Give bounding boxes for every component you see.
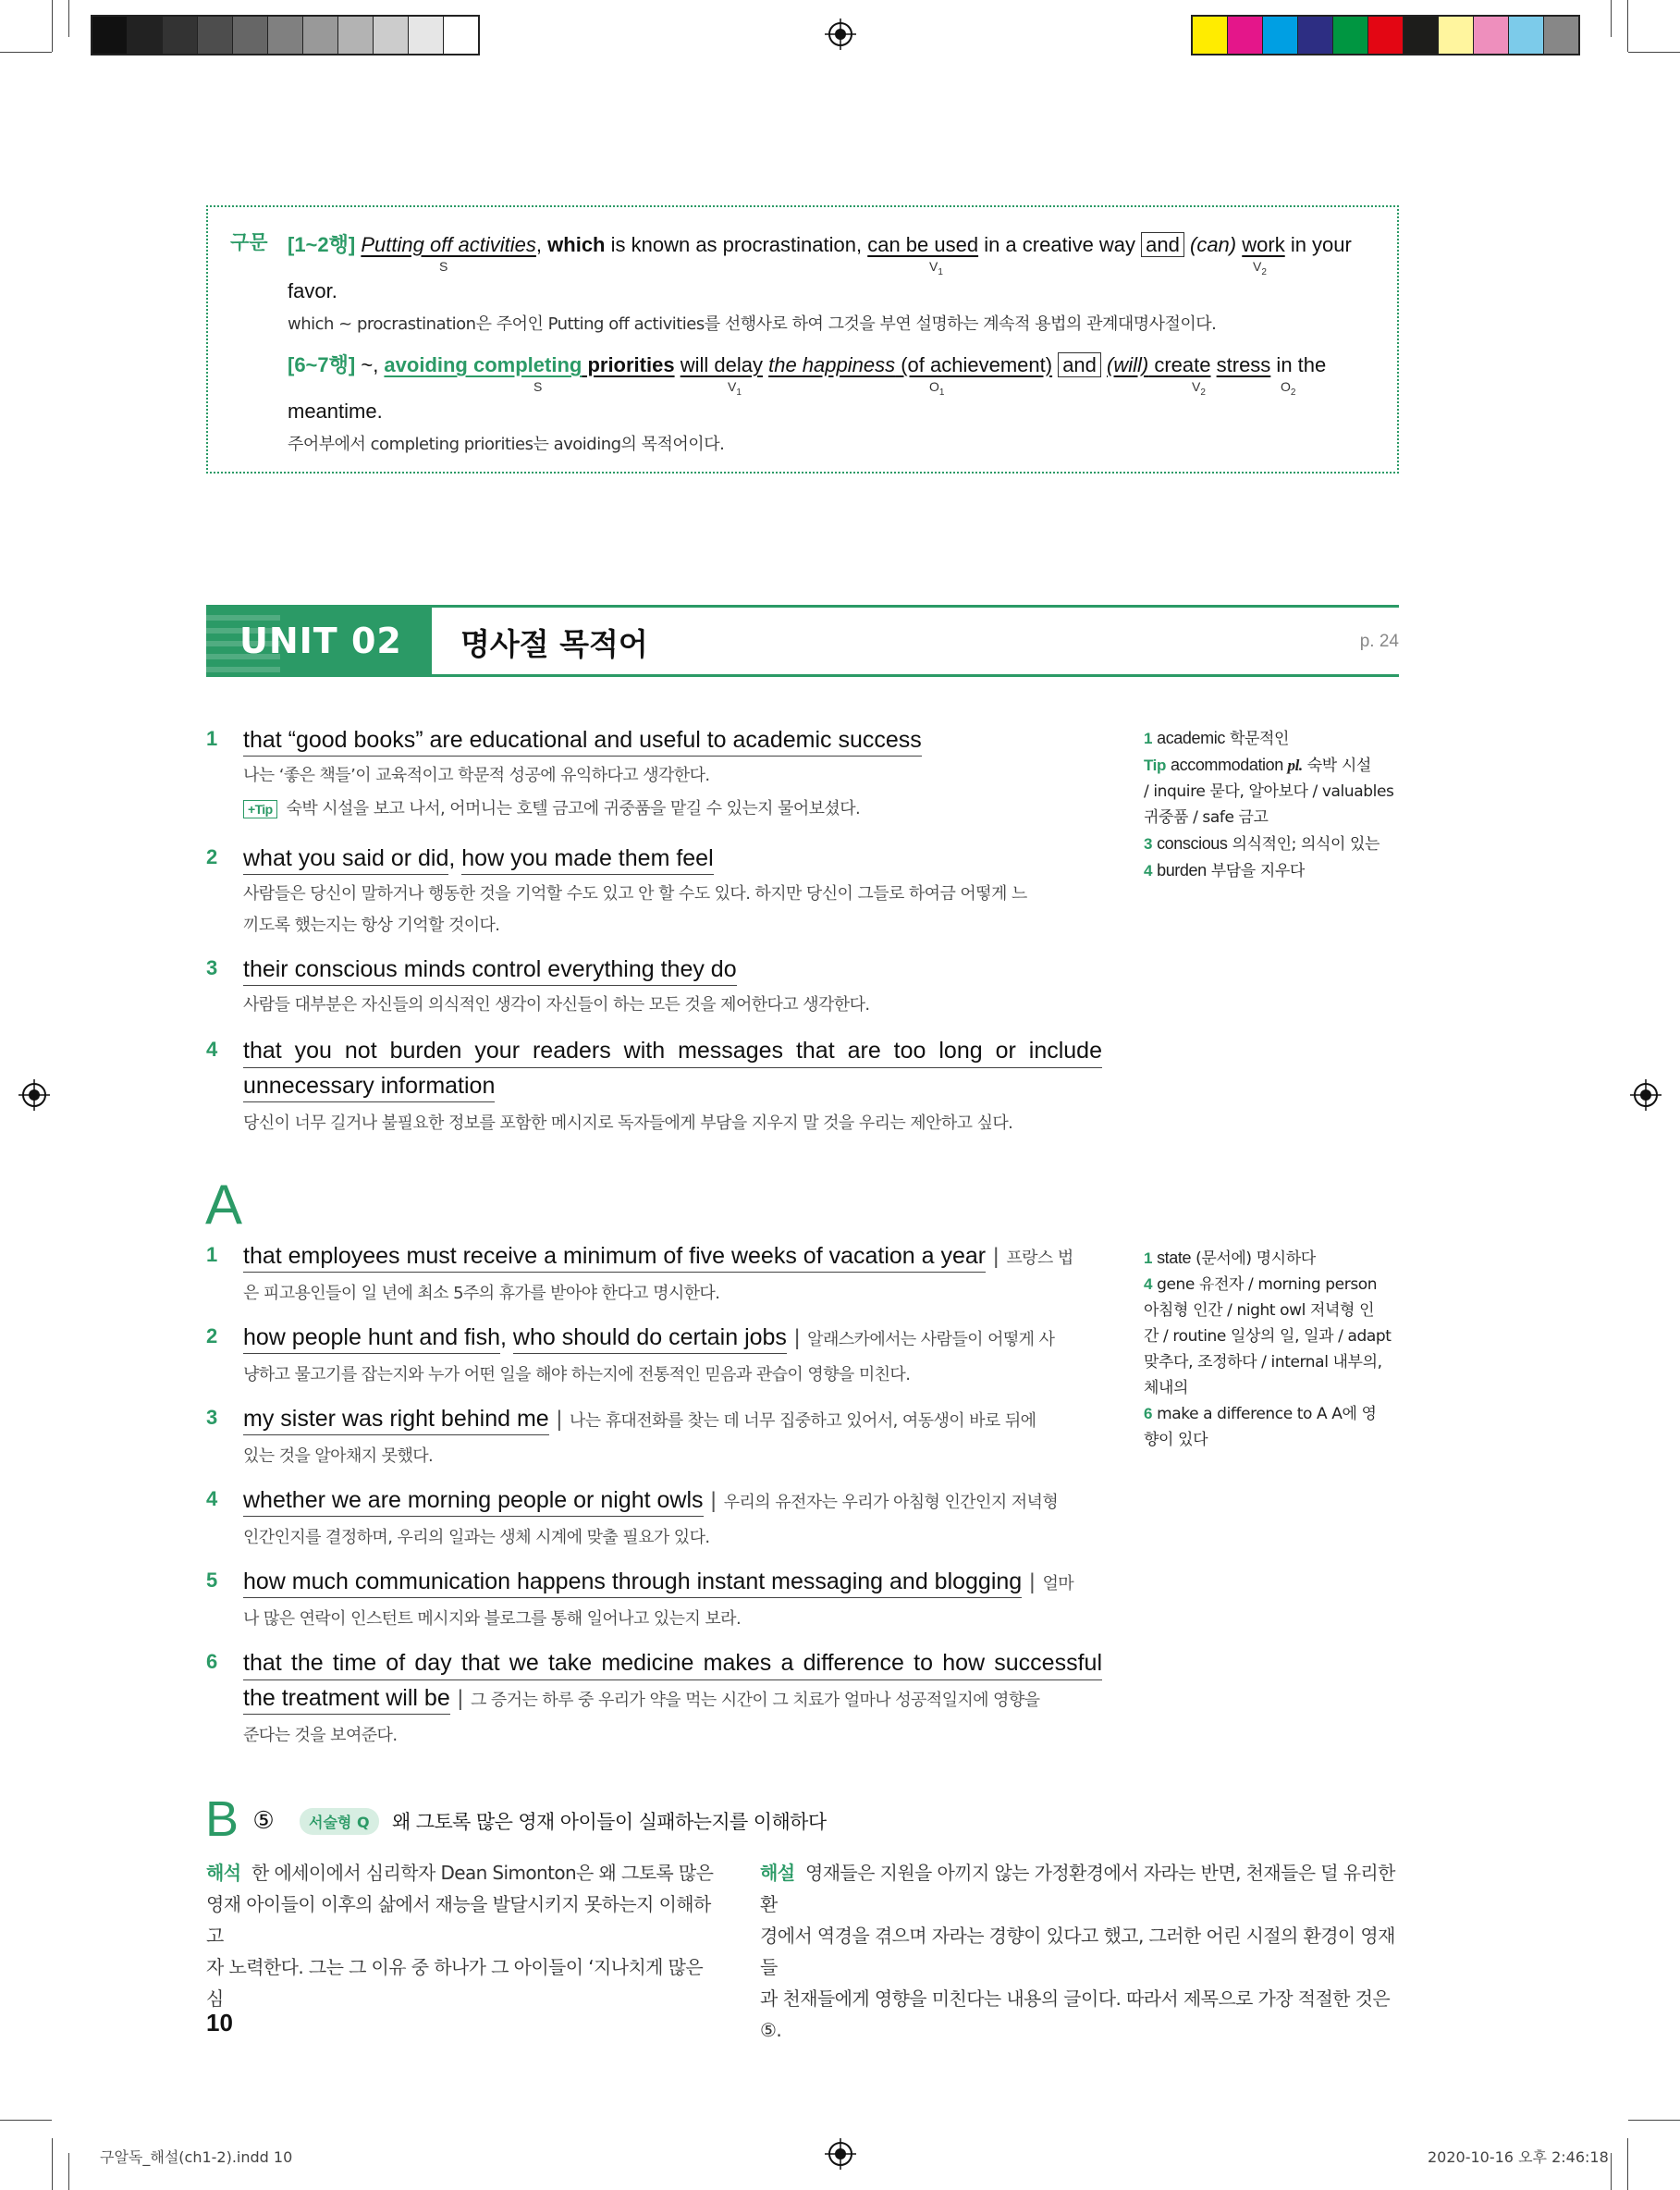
- answer-en: how people hunt and fish, who should do certain jobs | 알래스카에서는 사람들이 어떻게 사: [243, 1324, 1054, 1351]
- omitted-aux: (will): [1107, 353, 1149, 376]
- section-b-letter: B: [205, 1791, 239, 1847]
- explanation-paragraph: [760, 1857, 1398, 2046]
- answer-en: what you said or did, how you made them feel: [243, 845, 714, 872]
- item-number: 3: [206, 956, 218, 979]
- paragraph-line: 경에서 역경을 겪으며 자라는 경향이 있다고 했고, 그러한 어린 시절의 환경이 영재들: [760, 1925, 1395, 1978]
- tip-badge: +Tip: [243, 800, 277, 818]
- color-swatch: [1509, 17, 1544, 54]
- label-v2: $V_2$: [1192, 379, 1206, 398]
- registration-mark-icon: [1630, 1079, 1662, 1111]
- answer-en: that employees must receive a minimum of five weeks of vacation a year | 프랑스 법: [243, 1243, 1073, 1270]
- item-number: 4: [206, 1038, 218, 1061]
- tip-line: +Tip 숙박 시설을 보고 나서, 어머니는 호텔 금고에 귀중품을 맡길 수 있는지 물어보셨다.: [243, 795, 860, 819]
- relative-pronoun: which: [547, 233, 606, 256]
- label-s: S: [439, 259, 448, 274]
- gerund-subject: avoiding completing: [384, 353, 582, 376]
- syntax-note-1: which ~ procrastination은 주어인 Putting off activities를 선행사로 하여 그것을 부연 설명하는 계속적 용법의 관계대명사절이다.: [288, 314, 1217, 334]
- writing-q-badge: 서술형 Q: [300, 1808, 379, 1835]
- vocab-entry: 맞추다, 조정하다 / internal 내부의,: [1144, 1353, 1382, 1372]
- color-swatch: [1193, 17, 1228, 54]
- footer-date: 2020-10-16 오후 2:46:18: [1428, 2148, 1609, 2166]
- gray-swatch-bar: [91, 15, 480, 55]
- item-number: 2: [206, 845, 218, 868]
- vocab-entry: 3 conscious 의식적인; 의식이 있는: [1144, 834, 1380, 854]
- color-swatch: [1474, 17, 1509, 54]
- answer-ko: 사람들은 당신이 말하거나 행동한 것을 기억할 수도 있고 안 할 수도 있다. 하지만 당신이 그들로 하여금 어떻게 느: [243, 884, 1027, 904]
- section-a-letter: A: [205, 1174, 243, 1236]
- label-s: S: [533, 379, 543, 394]
- vocab-entry: 향이 있다: [1144, 1431, 1208, 1449]
- syntax-line-2: [288, 350, 1326, 378]
- unit-header: [206, 605, 1399, 677]
- translation-label: 해석: [206, 1862, 241, 1884]
- answer-en: my sister was right behind me | 나는 휴대전화를 찾는 데 너무 집중하고 있어서, 여동생이 바로 뒤에: [243, 1406, 1036, 1433]
- answer-ko: 있는 것을 알아채지 못했다.: [243, 1446, 434, 1466]
- answer-en: that you not burden your readers with messages that are too long or include: [243, 1038, 1103, 1068]
- color-swatch: [1404, 17, 1439, 54]
- label-o2: $O_2$: [1281, 379, 1296, 398]
- registration-mark-icon: [825, 18, 856, 50]
- line-ref: [6~7행]: [288, 353, 356, 376]
- item-number: 5: [206, 1569, 218, 1592]
- registration-mark-icon: [18, 1079, 50, 1111]
- label-v2: $V_2$: [1253, 259, 1267, 277]
- text: in your: [1284, 233, 1352, 256]
- answer-number: ⑤: [252, 1806, 275, 1834]
- syntax-line-1-cont: favor.: [288, 279, 337, 302]
- color-swatch: [1544, 17, 1578, 54]
- registration-mark-icon: [825, 2138, 856, 2170]
- unit-title: 명사절 목적어: [460, 626, 648, 662]
- vocab-entry: 아침형 인간 / night owl 저녁형 인: [1144, 1301, 1375, 1320]
- item-number: 4: [206, 1487, 218, 1510]
- text: in the: [1270, 353, 1327, 376]
- text: ~,: [355, 353, 385, 376]
- syntax-line-1: [288, 229, 1352, 258]
- item-number: 6: [206, 1650, 218, 1673]
- color-swatch: [198, 17, 233, 54]
- modifier: (of achievement): [895, 353, 1053, 376]
- verb-2: work: [1242, 233, 1285, 256]
- vocab-entry: 4 burden 부담을 지우다: [1144, 861, 1305, 880]
- vocab-entry: 간 / routine 일상의 일, 일과 / adapt: [1144, 1327, 1392, 1346]
- answer-en: whether we are morning people or night owls | 우리의 유전자는 우리가 아침형 인간인지 저녁형: [243, 1487, 1058, 1514]
- color-swatch: [1439, 17, 1474, 54]
- vocab-entry: 1 academic 학문적인: [1144, 729, 1290, 748]
- vocab-entry: Tip accommodation pl. 숙박 시설: [1144, 756, 1371, 775]
- object-1: the happiness: [768, 353, 896, 376]
- answer-ko: 냥하고 물고기를 잡는지와 누가 어떤 일을 해야 하는지에 전통적인 믿음과 관습이 영향을 미친다.: [243, 1365, 911, 1384]
- label-o1: $O_1$: [929, 379, 945, 398]
- syntax-tag: 구문: [230, 231, 268, 253]
- verb-1: can be used: [867, 233, 979, 256]
- verb-1: will delay: [680, 353, 763, 376]
- vocab-entry: 4 gene 유전자 / morning person: [1144, 1275, 1378, 1294]
- color-swatch: [444, 17, 478, 54]
- paragraph-line: 해석 한 에세이에서 심리학자 Dean Simonton은 왜 그토록 많은: [206, 1862, 714, 1884]
- conjunction-box: and: [1141, 232, 1184, 257]
- item-number: 1: [206, 727, 218, 750]
- item-number: 1: [206, 1243, 218, 1266]
- text: in a creative way: [978, 233, 1142, 256]
- vocab-entry: 체내의: [1144, 1379, 1189, 1397]
- color-swatch: [1263, 17, 1298, 54]
- answer-ko: 준다는 것을 보여준다.: [243, 1726, 398, 1745]
- translation-paragraph: [206, 1857, 724, 2014]
- paragraph-line: 과 천재들에게 영향을 미친다는 내용의 글이다. 따라서 제목으로 가장 적절한 것은 ⑤.: [760, 1987, 1391, 2041]
- syntax-line-2-cont: meantime.: [288, 400, 383, 423]
- answer-en: that “good books” are educational and useful to academic success: [243, 727, 922, 754]
- comma: ,: [535, 233, 543, 256]
- unit-number: UNIT 02: [239, 621, 402, 661]
- page-number: 10: [206, 2009, 233, 2036]
- question-text: 왜 그토록 많은 영재 아이들이 실패하는지를 이해하다: [392, 1811, 827, 1833]
- answer-en: how much communication happens through instant messaging and blogging | 얼마: [243, 1569, 1073, 1595]
- label-v1: $V_1$: [728, 379, 742, 398]
- color-swatch: [409, 17, 444, 54]
- answer-en: their conscious minds control everything they do: [243, 956, 737, 983]
- object-2: stress: [1216, 353, 1271, 376]
- unit-tag: [206, 608, 432, 674]
- color-swatch: [128, 17, 163, 54]
- answer-ko: 나는 ‘좋은 책들’이 교육적이고 학문적 성공에 유익하다고 생각한다.: [243, 766, 710, 785]
- answer-en: unnecessary information: [243, 1073, 495, 1100]
- color-swatch: [1368, 17, 1404, 54]
- footer-filename: 구알독_해설(ch1-2).indd 10: [100, 2148, 293, 2166]
- item-number: 2: [206, 1324, 218, 1347]
- vocab-notes: [1144, 725, 1394, 884]
- color-swatch: [92, 17, 128, 54]
- page-reference: p. 24: [1359, 632, 1399, 651]
- color-swatch: [233, 17, 268, 54]
- color-swatch-bar: [1191, 15, 1580, 55]
- omitted-aux: (can): [1190, 233, 1237, 256]
- answer-ko: 은 피고용인들이 일 년에 최소 5주의 휴가를 받아야 한다고 명시한다.: [243, 1284, 720, 1303]
- answer-ko: 당신이 너무 길거나 불필요한 정보를 포함한 메시지로 독자들에게 부담을 지우지 말 것을 우리는 제안하고 싶다.: [243, 1113, 1013, 1133]
- color-swatch: [268, 17, 303, 54]
- gerund-object: priorities: [582, 353, 675, 376]
- explanation-label: 해설: [760, 1862, 795, 1884]
- answer-en: the treatment will be | 그 증거는 하루 중 우리가 약을 먹는 시간이 그 치료가 얼마나 성공적일지에 영향을: [243, 1685, 1039, 1712]
- verb-2: create: [1148, 353, 1211, 376]
- subject: Putting off activities: [361, 233, 536, 256]
- vocab-entry: 1 state (문서에) 명시하다: [1144, 1249, 1316, 1268]
- vocab-entry: 귀중품 / safe 금고: [1144, 808, 1269, 827]
- answer-ko: 나 많은 연락이 인스턴트 메시지와 블로그를 통해 일어나고 있는지 보라.: [243, 1609, 742, 1629]
- color-swatch: [338, 17, 374, 54]
- answer-ko: 사람들 대부분은 자신들의 의식적인 생각이 자신들이 하는 모든 것을 제어한다고 생각한다.: [243, 995, 870, 1015]
- answer-ko: 인간인지를 결정하며, 우리의 일과는 생체 시계에 맞출 필요가 있다.: [243, 1528, 710, 1547]
- paragraph-line: 영재 아이들이 이후의 삶에서 재능을 발달시키지 못하는지 이해하고: [206, 1893, 711, 1947]
- line-ref: [1~2행]: [288, 233, 356, 256]
- conjunction-box: and: [1058, 352, 1101, 377]
- answer-ko: 끼도록 했는지는 항상 기억할 것이다.: [243, 916, 500, 935]
- label-v1: $V_1$: [929, 259, 943, 277]
- answer-en: that the time of day that we take medicine makes a difference to how successful: [243, 1650, 1102, 1680]
- paragraph-line: 해설 영재들은 지원을 아끼지 않는 가정환경에서 자라는 반면, 천재들은 덜 유리한 환: [760, 1862, 1395, 1915]
- color-swatch: [1228, 17, 1263, 54]
- syntax-note-2: 주어부에서 completing priorities는 avoiding의 목적어이다.: [288, 435, 725, 454]
- vocab-entry: / inquire 묻다, 알아보다 / valuables: [1144, 782, 1394, 801]
- color-swatch: [303, 17, 338, 54]
- paragraph-line: 자 노력한다. 그는 그 이유 중 하나가 그 아이들이 ‘지나치게 많은 심: [206, 1956, 704, 2010]
- vocab-notes: [1144, 1245, 1392, 1453]
- color-swatch: [1298, 17, 1333, 54]
- vocab-entry: 6 make a difference to A A에 영: [1144, 1405, 1377, 1423]
- color-swatch: [1333, 17, 1368, 54]
- color-swatch: [163, 17, 198, 54]
- syntax-box: [206, 205, 1399, 474]
- color-swatch: [374, 17, 409, 54]
- text: is known as procrastination,: [605, 233, 868, 256]
- item-number: 3: [206, 1406, 218, 1429]
